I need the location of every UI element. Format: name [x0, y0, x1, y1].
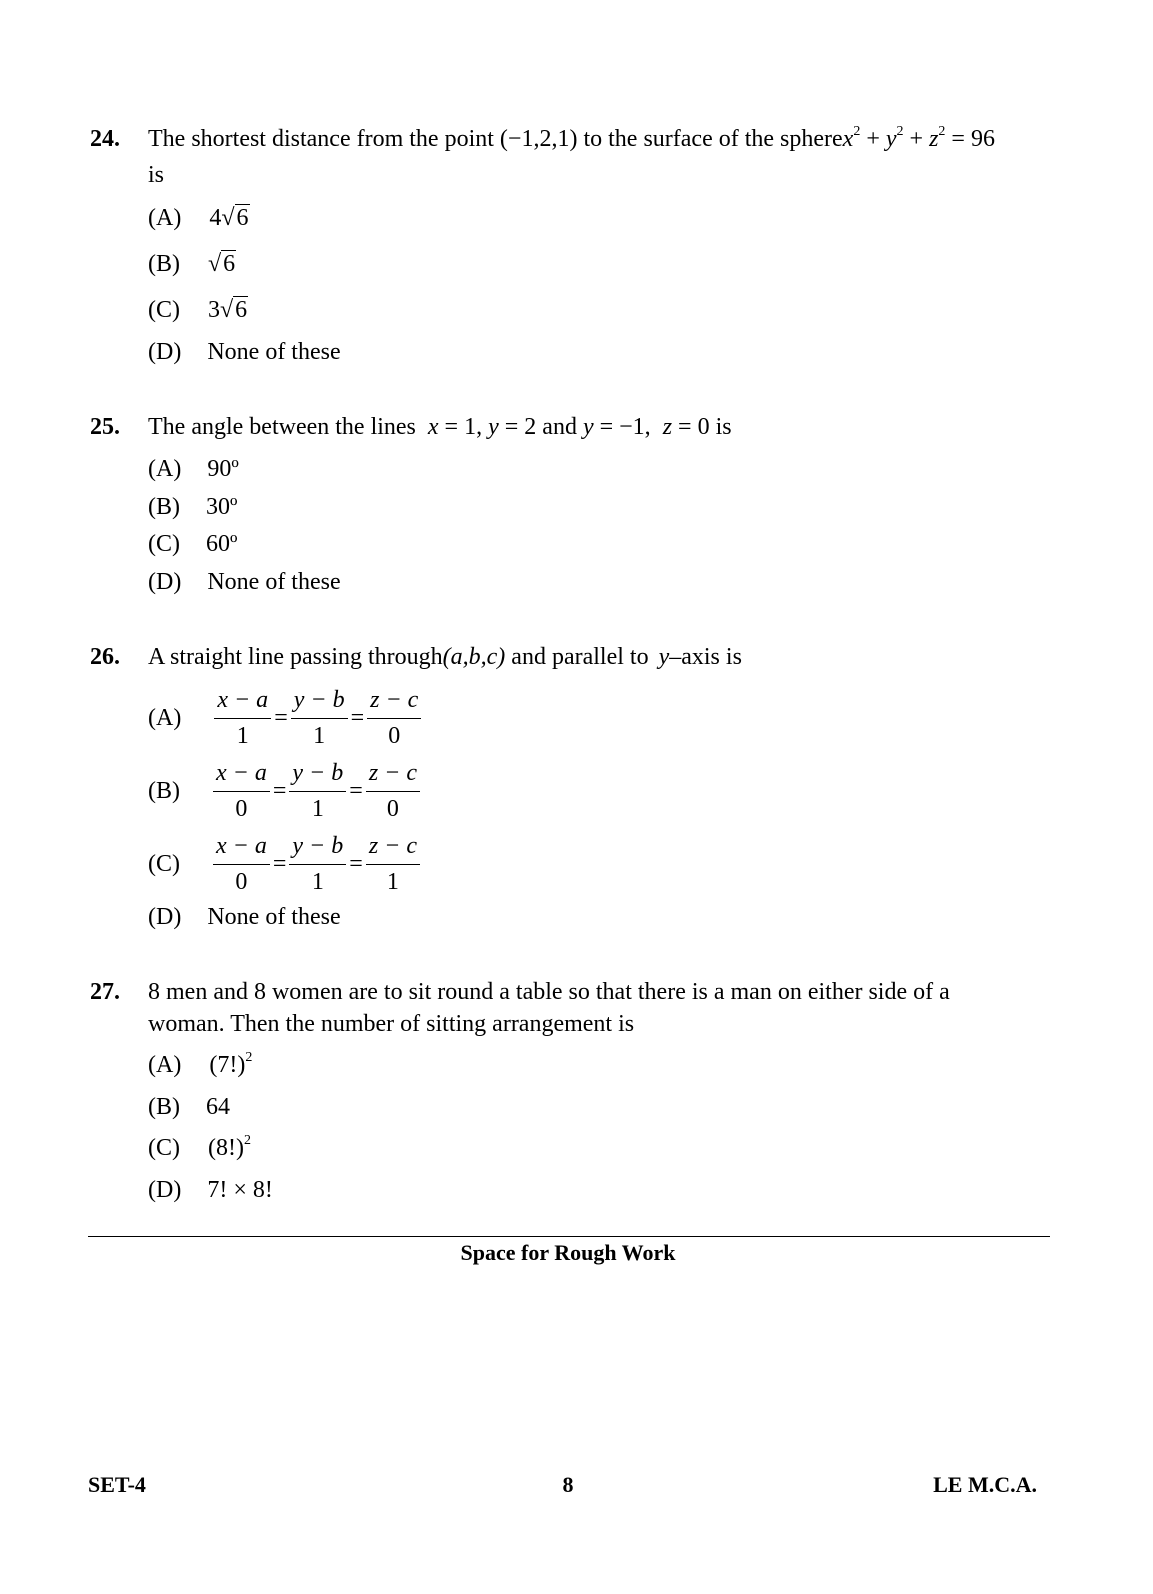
- option-d: (D) None of these: [148, 904, 341, 930]
- option-c: (C) $\frac{x - a}{0}$ = $\frac{y - b}{1}$ = $\frac{z - c}{1}$: [148, 832, 423, 897]
- option-d: (D) None of these: [148, 339, 341, 365]
- option-b: (B) 30º: [148, 494, 238, 520]
- option-c: (C) 3√6: [148, 297, 248, 323]
- question-24-text-cont: is: [148, 162, 165, 188]
- option-c: (C) $(8!)^2$: [148, 1133, 251, 1161]
- footer-set: SET-4: [88, 1472, 146, 1497]
- option-d: (D) None of these: [148, 569, 341, 595]
- question-26-text: A straight line passing through(a,b,c) and parallel to y–axis is: [148, 644, 742, 670]
- option-d: (D) 7! × 8!: [148, 1177, 273, 1203]
- question-27-text-line-2: woman. Then the number of sitting arrangement is: [148, 1011, 635, 1037]
- option-a: (A) 4√6: [148, 205, 249, 231]
- point-coordinates: (a,b,c): [442, 644, 506, 670]
- option-b: (B) $\frac{x - a}{0}$ = $\frac{y - b}{1}$ = $\frac{z - c}{0}$: [148, 759, 423, 824]
- sphere-equation: $x^2 + y^2 + z^2 = 96$: [842, 124, 995, 152]
- question-27-number: 27.: [90, 979, 120, 1005]
- question-25-number: 25.: [90, 414, 120, 440]
- question-26-number: 26.: [90, 644, 120, 670]
- footer-exam: LE M.C.A.: [933, 1472, 1037, 1497]
- option-b: (B) 64: [148, 1094, 230, 1120]
- point-coordinates: (−1,2,1): [499, 126, 578, 152]
- option-a: (A) 90º: [148, 456, 239, 482]
- footer-page-number: 8: [562, 1472, 574, 1497]
- option-a: (A) $(7!)^2$: [148, 1050, 253, 1078]
- question-27-text-line-1: 8 men and 8 women are to sit round a table so that there is a man on either side of a: [148, 979, 950, 1005]
- question-24-text: The shortest distance from the point (−1,2,1) to the surface of the spherex$^2$ + $y^2 + z^2 = 96$: [148, 124, 995, 152]
- rough-work-label: Space for Rough Work: [460, 1240, 676, 1265]
- rough-work-divider: [88, 1236, 1050, 1237]
- question-24-number: 24.: [90, 126, 120, 152]
- option-b: (B) √6: [148, 251, 236, 277]
- question-25-text: The angle between the lines x = 1, y = 2 and y = −1, z = 0 is: [148, 414, 732, 440]
- option-a: (A) $\frac{x - a}{1}$ = $\frac{y - b}{1}$ = $\frac{z - c}{0}$: [148, 686, 424, 751]
- option-c: (C) 60º: [148, 531, 238, 557]
